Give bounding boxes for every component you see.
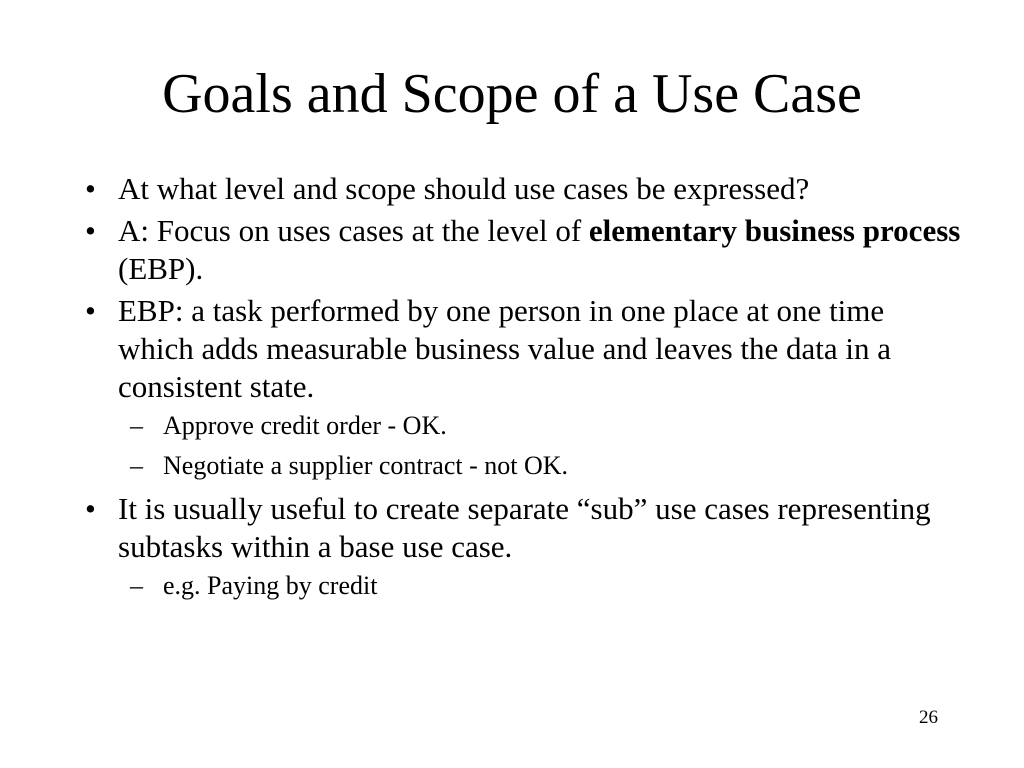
bullet-marker: • xyxy=(85,491,96,526)
bullet-text-after: (EBP). xyxy=(118,251,204,286)
bullet-marker: • xyxy=(85,171,96,206)
sub-bullet-item xyxy=(118,410,963,442)
sub-list xyxy=(118,410,963,482)
bullet-item-ebp-definition xyxy=(83,292,963,482)
sub-bullet-text: e.g. Paying by credit xyxy=(163,571,378,600)
bullet-text-before: A: Focus on uses cases at the level of xyxy=(118,213,589,248)
bullet-marker: • xyxy=(85,293,96,328)
sub-marker: – xyxy=(130,411,143,440)
slide-title: Goals and Scope of a Use Case xyxy=(162,63,862,125)
bullet-item-level-question xyxy=(83,170,963,208)
sub-bullet-item xyxy=(118,570,963,602)
bullet-marker: • xyxy=(85,213,96,248)
bullet-item-sub-use-cases xyxy=(83,490,963,602)
bullet-list xyxy=(83,170,963,610)
sub-bullet-item xyxy=(118,450,963,482)
page-number: 26 xyxy=(919,707,938,728)
sub-bullet-text: Approve credit order - OK. xyxy=(163,411,447,440)
bullet-bold-term: elementary business process xyxy=(588,213,961,248)
sub-list xyxy=(118,570,963,602)
sub-marker: – xyxy=(130,451,143,480)
sub-bullet-text: Negotiate a supplier contract - not OK. xyxy=(163,451,569,480)
bullet-text: At what level and scope should use cases be expressed? xyxy=(118,171,810,206)
sub-marker: – xyxy=(130,571,143,600)
bullet-item-ebp-focus xyxy=(83,212,963,288)
bullet-text: EBP: a task performed by one person in one place at one time which adds measurable business value and leaves the data in a consistent state. xyxy=(118,293,892,404)
bullet-text: It is usually useful to create separate “sub” use cases representing subtasks within a base use case. xyxy=(118,491,931,564)
